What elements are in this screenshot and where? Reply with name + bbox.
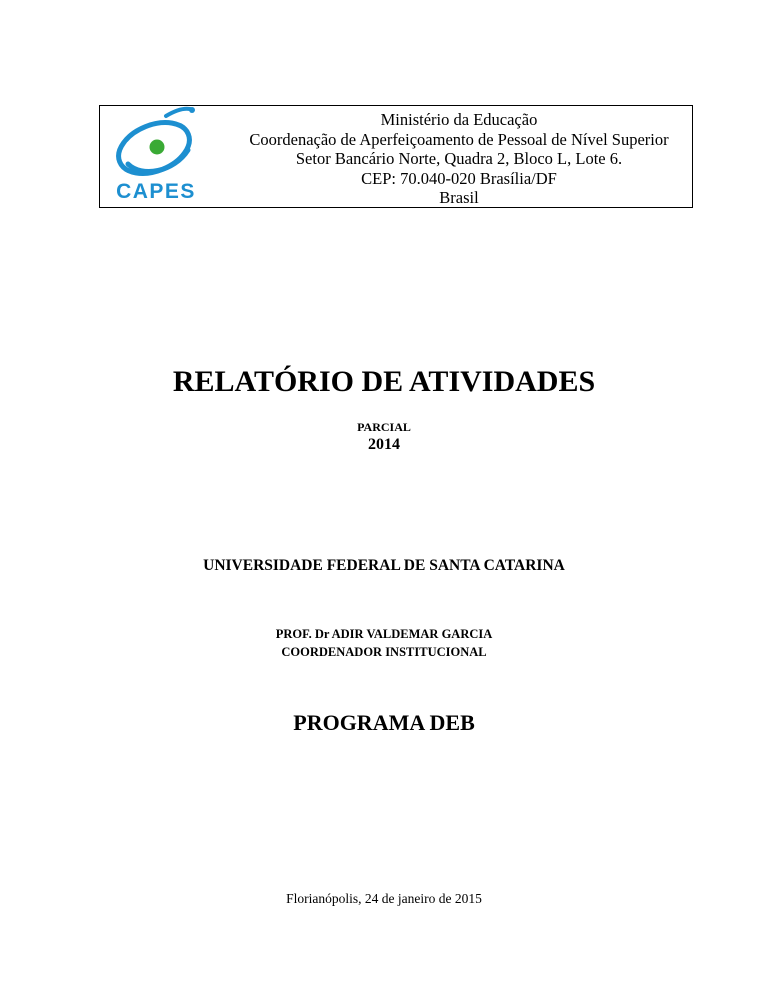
university-name: UNIVERSIDADE FEDERAL DE SANTA CATARINA — [203, 557, 565, 574]
logo-text: CAPES — [116, 180, 196, 203]
agency-line: Coordenação de Aperfeiçoamento de Pessoal de Nível Superior — [249, 129, 669, 149]
header-lines — [230, 110, 688, 208]
report-year: 2014 — [368, 436, 400, 453]
place-date: Florianópolis, 24 de janeiro de 2015 — [286, 891, 482, 906]
ministry-line: Ministério da Educação — [380, 110, 538, 129]
coordinator-role: COORDENADOR INSTITUCIONAL — [281, 645, 487, 659]
program-name: PROGRAMA DEB — [293, 710, 475, 735]
report-type: PARCIAL — [357, 420, 411, 434]
header-box — [99, 105, 693, 208]
report-title: RELATÓRIO DE ATIVIDADES — [172, 365, 596, 398]
address-line: Setor Bancário Norte, Quadra 2, Bloco L, Lote 6. — [295, 149, 623, 168]
capes-logo — [104, 106, 214, 206]
postal-line: CEP: 70.040-020 Brasília/DF — [361, 168, 557, 188]
country-line: Brasil — [439, 188, 479, 207]
coordinator-name: PROF. Dr ADIR VALDEMAR GARCIA — [275, 627, 493, 641]
